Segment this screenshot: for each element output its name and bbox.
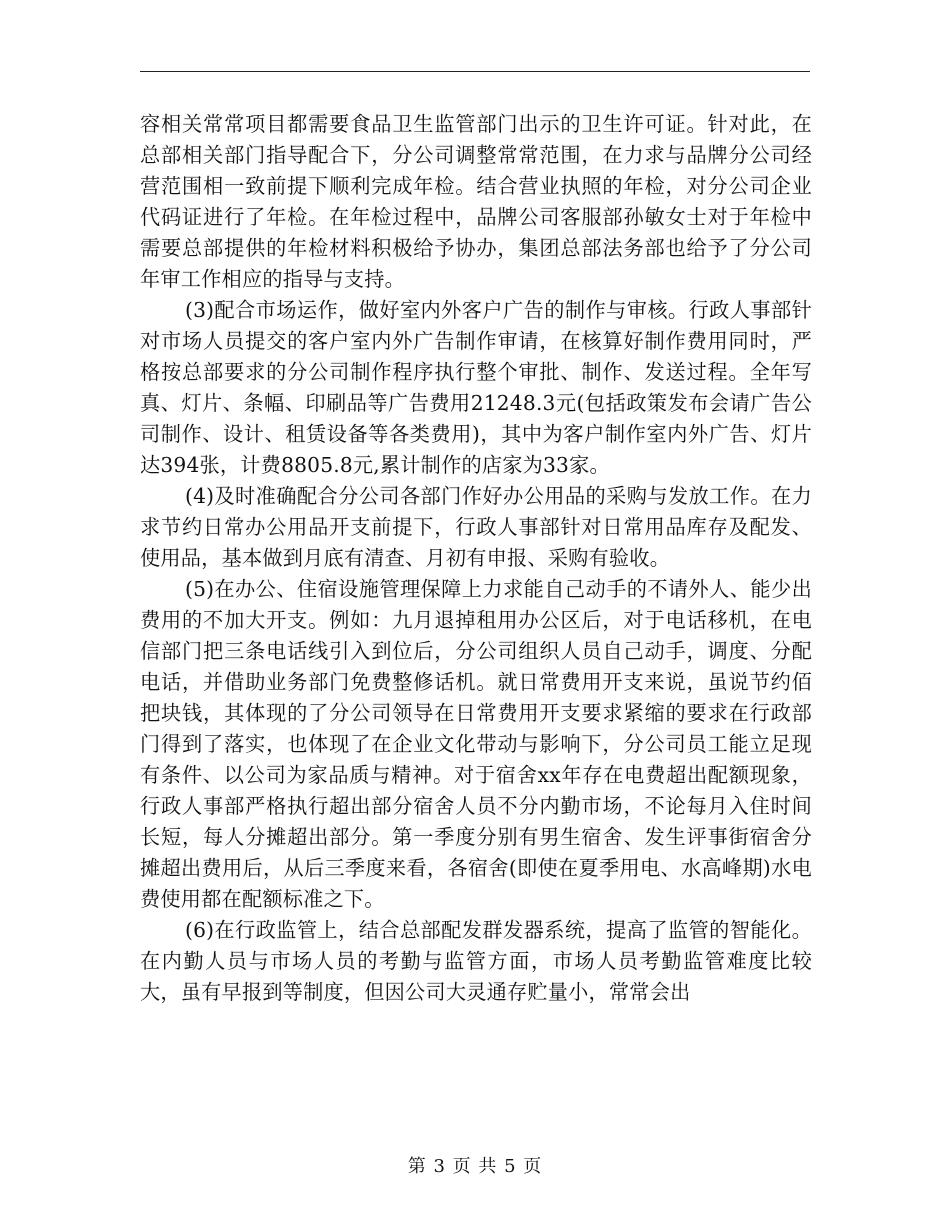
header-rule — [140, 71, 810, 72]
document-body — [140, 109, 812, 1008]
page-number-footer: 第 3 页 共 5 页 — [407, 1156, 543, 1177]
paragraph-continuation: 容相关常常项目都需要食品卫生监管部门出示的卫生许可证。针对此，在总部相关部门指导配合下，分公司调整常常范围，在力求与品牌分公司经营范围相一致前提下顺利完成年检。结合营业执照的年检，对分公司企业代码证进行了年检。在年检过程中，品牌公司客服部孙敏女士对于年检中需要总部提供的年检材料积极给予协办，集团总部法务部也给予了分公司年审工作相应的指导与支持。 — [140, 112, 812, 291]
paragraph-item-4: (4)及时准确配合分公司各部门作好办公用品的采购与发放工作。在力求节约日常办公用品开支前提下，行政人事部针对日常用品库存及配发、使用品，基本做到月底有清查、月初有申报、采购有验收。 — [140, 484, 812, 570]
paragraph-item-3: (3)配合市场运作，做好室内外客户广告的制作与审核。行政人事部针对市场人员提交的客户室内外广告制作审请，在核算好制作费用同时，严格按总部要求的分公司制作程序执行整个审批、制作、发送过程。全年写真、灯片、条幅、印刷品等广告费用21248.3元(包括政策发布会请广告公司制作、设计、租赁设备等各类费用)，其中为客户制作室内外广告、灯片达394张，计费8805.8元,累计制作的店家为33家。 — [140, 298, 812, 477]
paragraph-item-6: (6)在行政监管上，结合总部配发群发器系统，提高了监管的智能化。在内勤人员与市场人员的考勤与监管方面，市场人员考勤监管难度比较大，虽有早报到等制度，但因公司大灵通存贮量小，常常会出 — [140, 918, 812, 1004]
paragraph-item-5: (5)在办公、住宿设施管理保障上力求能自己动手的不请外人、能少出费用的不加大开支。例如：九月退掉租用办公区后，对于电话移机，在电信部门把三条电话线引入到位后，分公司组织人员自己动手，调度、分配电话，并借助业务部门免费整修话机。就日常费用开支来说，虽说节约佰把块钱，其体现的了分公司领导在日常费用开支要求紧缩的要求在行政部门得到了落实，也体现了在企业文化带动与影响下，分公司员工能立足现有条件、以公司为家品质与精神。对于宿舍xx年存在电费超出配额现象，行政人事部严格执行超出部分宿舍人员不分内勤市场，不论每月入住时间长短，每人分摊超出部分。第一季度分别有男生宿舍、发生评事街宿舍分摊超出费用后，从后三季度来看，各宿舍(即使在夏季用电、水高峰期)水电费使用都在配额标准之下。 — [140, 577, 812, 911]
